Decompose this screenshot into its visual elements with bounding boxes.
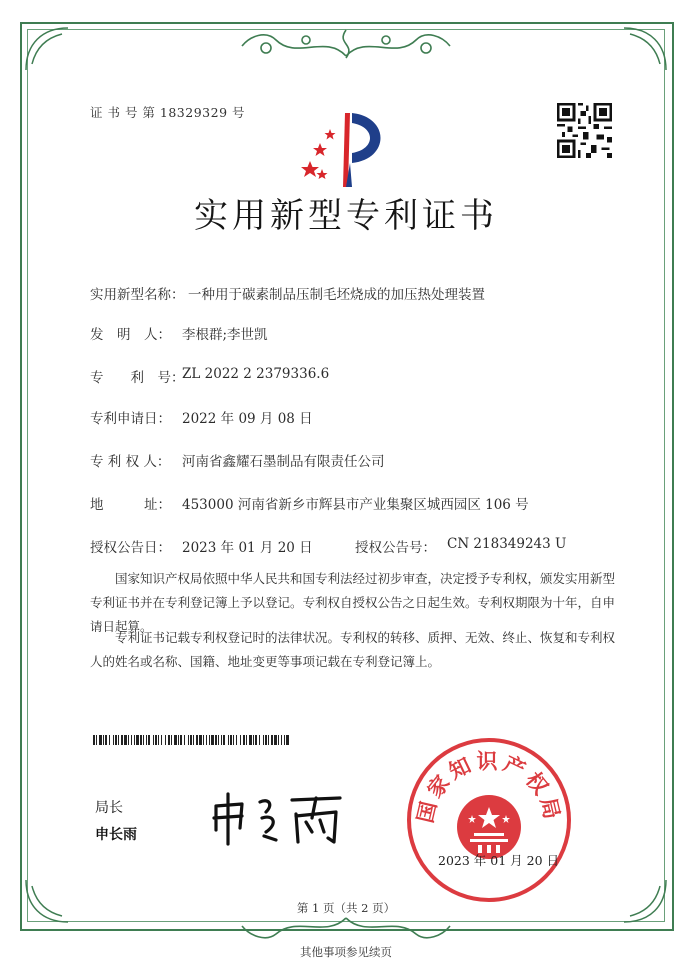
apply-date-value: 2022 年 09 月 08 日 [182, 411, 313, 427]
grant-no-label: 授权公告号： [355, 540, 436, 556]
paragraph-grant-statement: 国家知识产权局依照中华人民共和国专利法经过初步审查，决定授予专利权，颁发实用新型专利证书并在专利登记簿上予以登记。专利权自授权公告之日起生效。专利权期限为十年，自申请日起算。 [90, 571, 616, 634]
address-value: 453000 河南省新乡市辉县市产业集聚区城西园区 106 号 [182, 497, 529, 513]
signatory-name: 申长雨 [95, 827, 137, 843]
corner-ornament-top-right [620, 24, 670, 74]
certificate-number: 证 书 号 第 18329329 号 [90, 105, 245, 120]
patent-no-value: ZL 2022 2 2379336.6 [182, 366, 330, 382]
cnipa-logo [290, 103, 400, 188]
seal-date: 2023 年 01 月 20 日 [438, 853, 559, 868]
barcode [93, 735, 289, 745]
patent-no-label: 专 利 号： [90, 370, 185, 386]
grant-date-label: 授权公告日： [90, 540, 171, 556]
apply-date-label: 专利申请日： [90, 411, 171, 427]
handwritten-signature [208, 788, 348, 848]
continuation-note: 其他事项参见续页 [300, 945, 392, 959]
address-label: 地 址： [90, 497, 171, 513]
inventor-label: 发 明 人： [90, 327, 171, 343]
paragraph-legal-status: 专利证书记载专利权登记时的法律状况。专利权的转移、质押、无效、终止、恢复和专利权人的姓名或名称、国籍、地址变更等事项记载在专利登记簿上。 [90, 630, 616, 669]
inventor-value: 李根群;李世凯 [182, 327, 268, 343]
grant-date-value: 2023 年 01 月 20 日 [182, 540, 313, 556]
name-value: 一种用于碳素制品压制毛坯烧成的加压热处理装置 [188, 287, 485, 303]
bottom-ornament [236, 914, 456, 944]
seal-text: 国家知识产权局 [413, 749, 565, 826]
qr-code [557, 103, 612, 158]
signatory-role: 局长 [95, 800, 123, 816]
name-label: 实用新型名称： [90, 287, 185, 303]
holder-value: 河南省鑫耀石墨制品有限责任公司 [182, 454, 385, 470]
grant-no-value: CN 218349243 U [447, 536, 567, 552]
page-number: 第 1 页（共 2 页） [296, 901, 396, 915]
holder-label: 专 利 权 人： [90, 454, 171, 470]
certificate-title: 实用新型专利证书 [194, 196, 498, 236]
corner-ornament-top-left [22, 24, 72, 74]
official-seal [404, 735, 574, 905]
top-ornament [236, 26, 456, 64]
